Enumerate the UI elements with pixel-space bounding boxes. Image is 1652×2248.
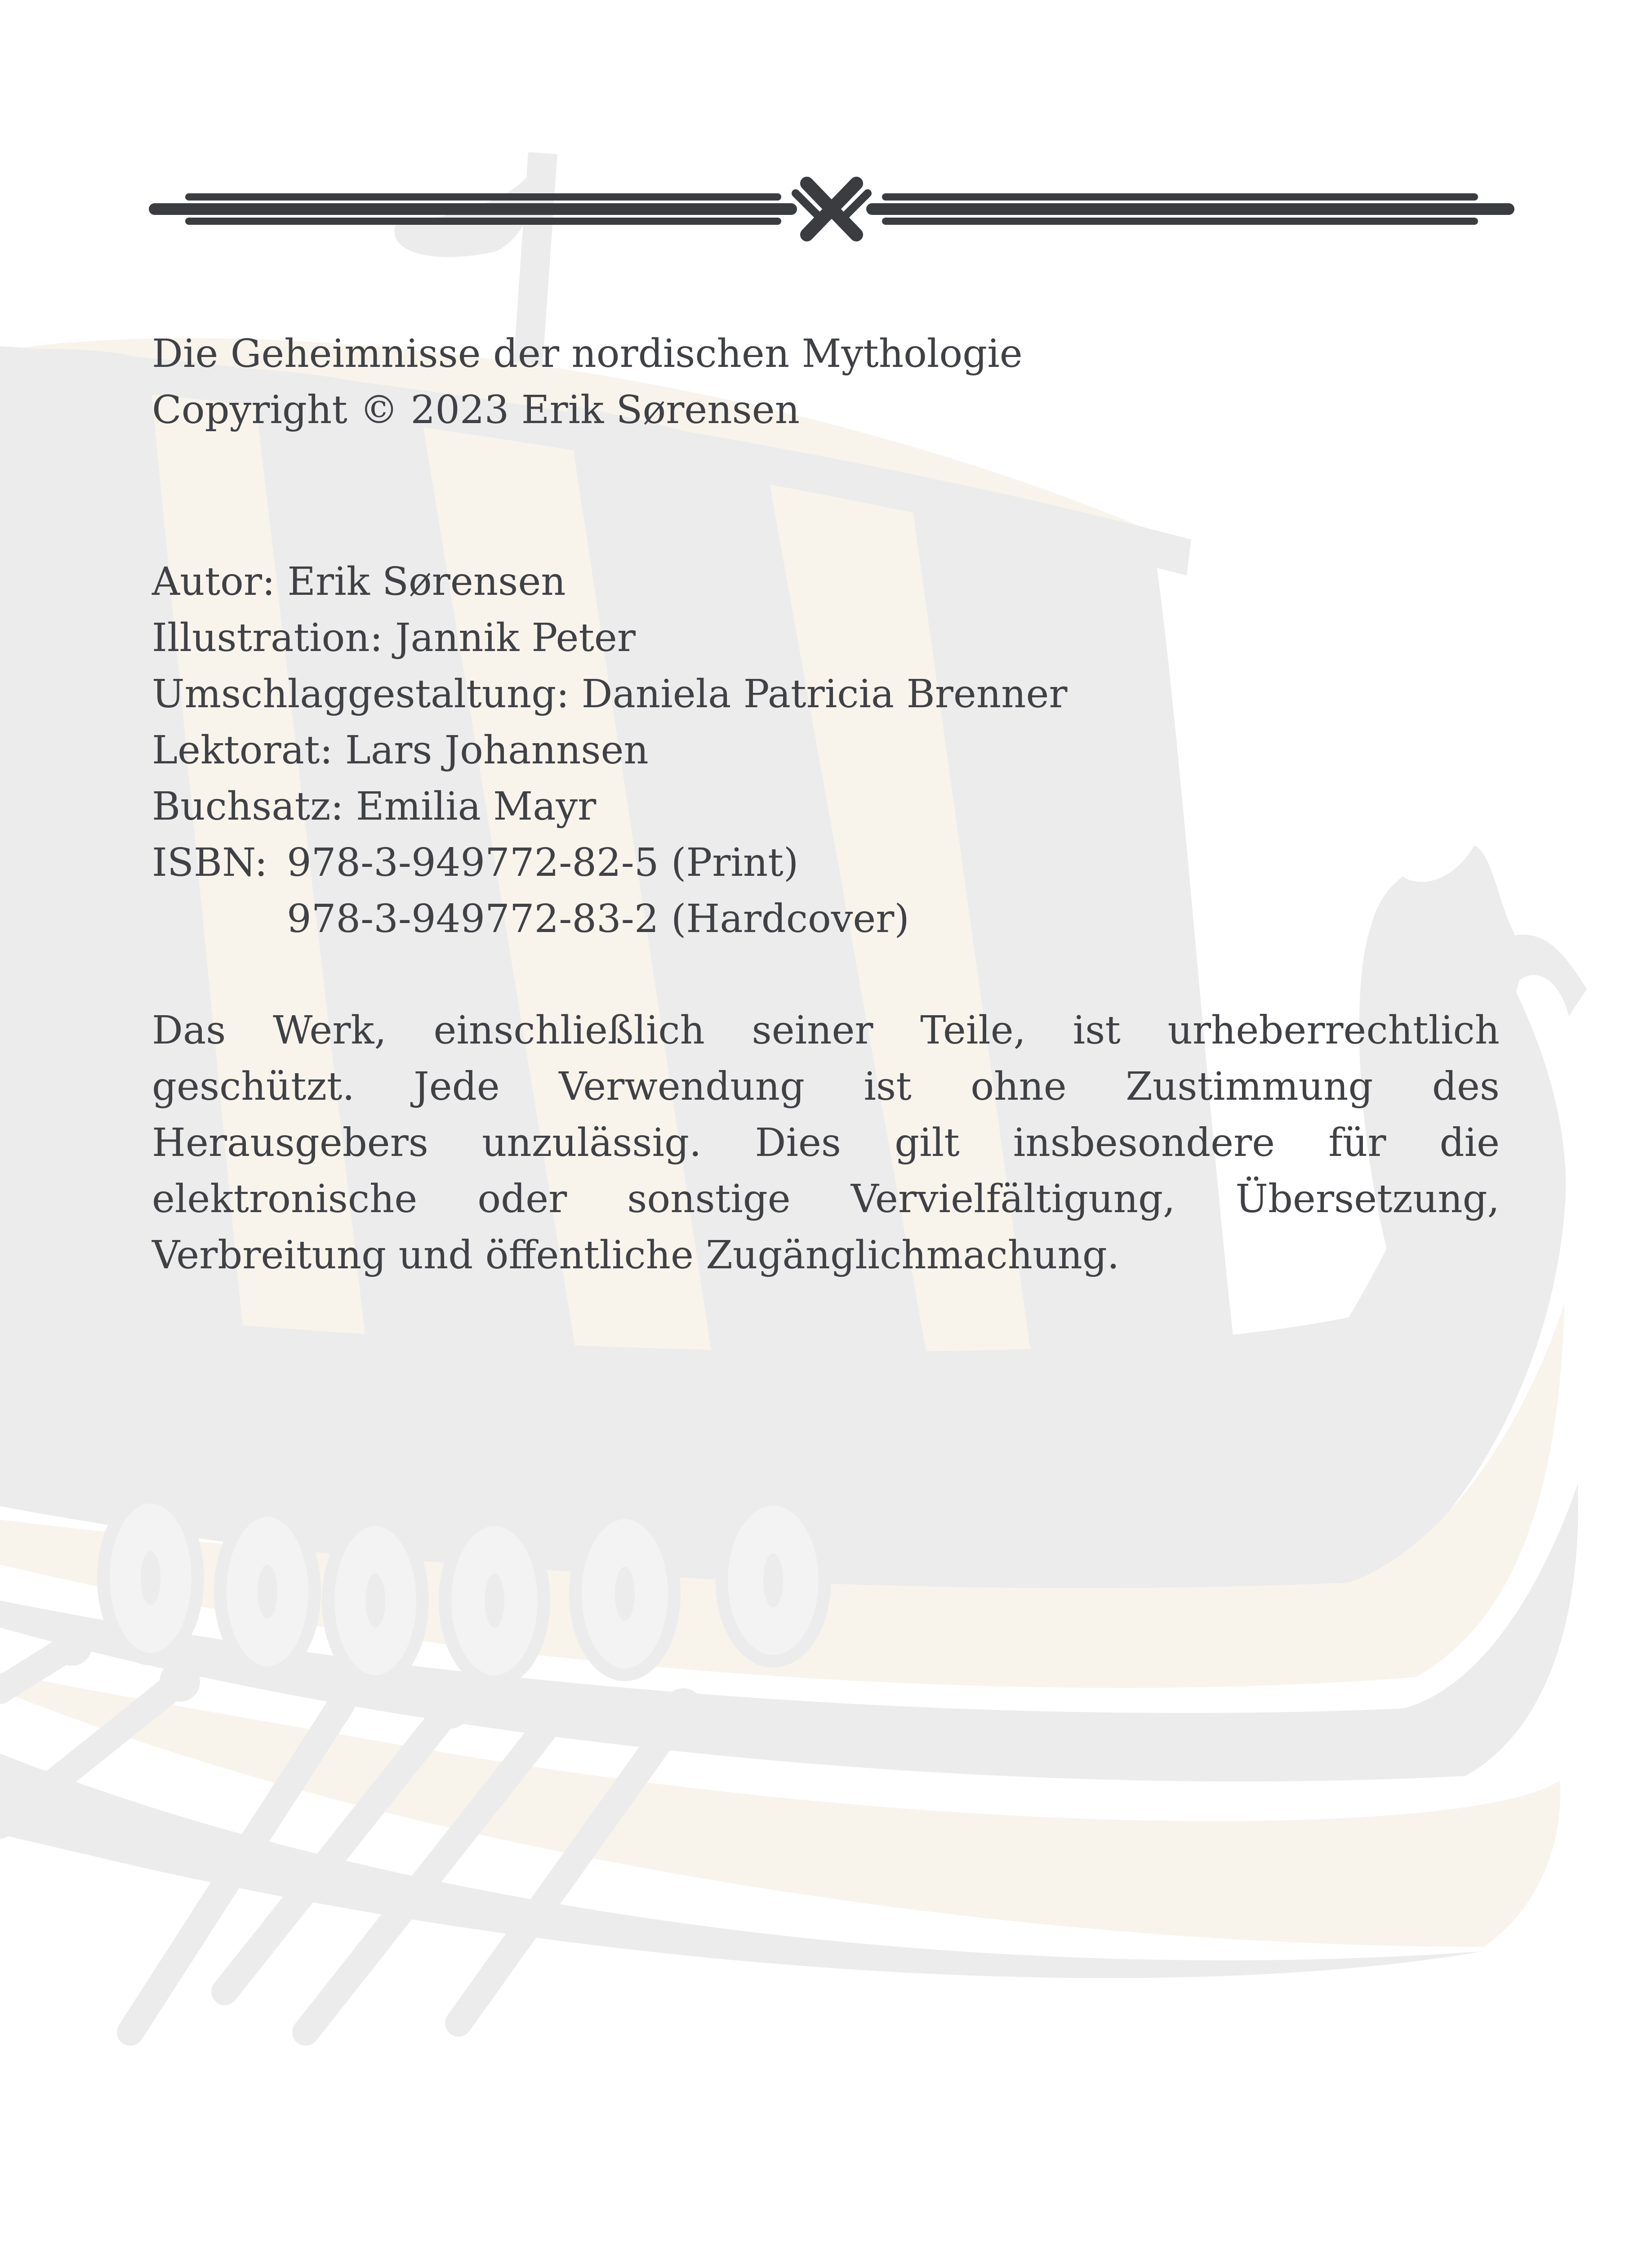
book-title: Die Geheimnisse der nordischen Mythologie xyxy=(152,331,1023,376)
copyright-line: Copyright © 2023 Erik Sørensen xyxy=(152,388,800,433)
credits-block xyxy=(152,554,1500,947)
ornamental-knot-icon xyxy=(148,175,1515,243)
credit-cover-design: Umschlaggestaltung: Daniela Patricia Brenner xyxy=(152,672,1068,717)
isbn-label: ISBN: xyxy=(152,840,268,885)
legal-notice: Das Werk, einschließlich seiner Teile, ist urheberrechtlich geschützt. Jede Verwendung ist ohne Zustimmung des Herausgebers unzulässig. Dies gilt insbesondere für die elektronische oder sonstige Vervielfältigung, Übersetzung, Verbreitung und öffentliche Zugänglichmachung. xyxy=(152,1008,1500,1278)
credit-illustration: Illustration: Jannik Peter xyxy=(152,616,636,660)
isbn-row xyxy=(152,891,1500,947)
isbn-print: 978-3-949772-82-5 (Print) xyxy=(287,840,799,885)
isbn-row xyxy=(152,835,1500,891)
credit-editing: Lektorat: Lars Johannsen xyxy=(152,728,649,773)
credit-author: Autor: Erik Sørensen xyxy=(152,559,566,604)
credit-typesetting: Buchsatz: Emilia Mayr xyxy=(152,784,597,829)
isbn-hardcover: 978-3-949772-83-2 (Hardcover) xyxy=(287,897,909,941)
title-block xyxy=(152,326,1500,438)
